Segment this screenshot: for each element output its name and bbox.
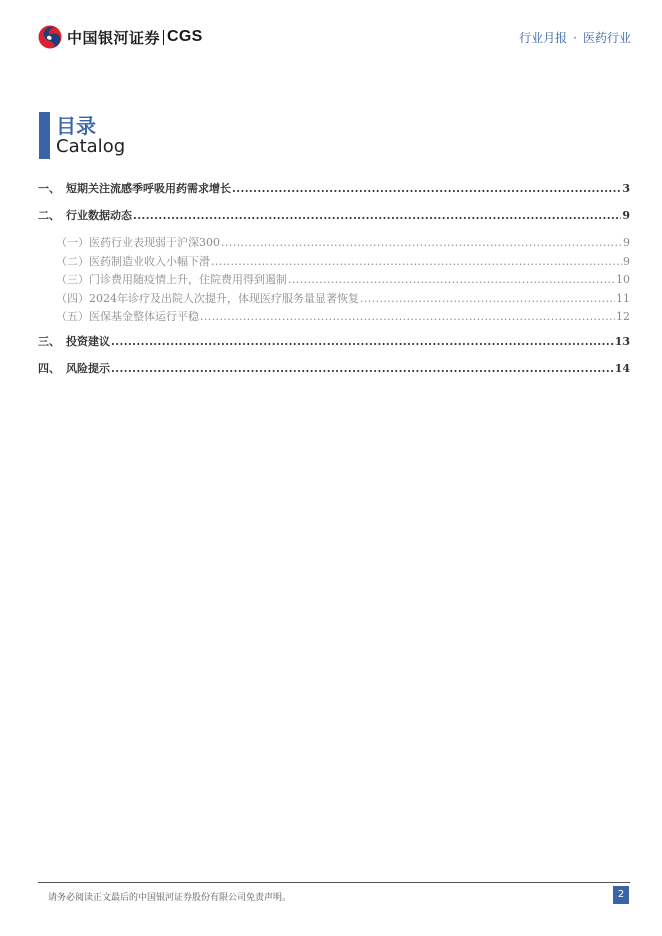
toc-entry-number: 三、 (38, 335, 60, 348)
report-type: 行业月报 (519, 31, 568, 45)
toc-subentry-page: 10 (616, 273, 630, 286)
toc-leader-dots (133, 209, 621, 222)
cgs-logo-icon (38, 25, 62, 49)
toc-subentry-title: 门诊费用随疫情上升，住院费用得到遏制 (89, 273, 287, 286)
toc-subentry-number: （五） (56, 310, 89, 323)
header-separator: · (573, 30, 577, 45)
toc-subentry[interactable] (38, 290, 630, 306)
toc-leader-dots (111, 362, 614, 375)
toc-subentry-number: （一） (56, 236, 89, 249)
footer-divider (38, 882, 630, 883)
toc-entry-page: 9 (622, 209, 630, 222)
toc-subentry-number: （四） (56, 291, 89, 305)
page-number: 2 (613, 886, 629, 904)
toc-subentry-title: 医药行业表现弱于沪深300 (89, 236, 220, 249)
toc-subentry-page: 9 (623, 236, 630, 249)
toc-subentry-number: （三） (56, 273, 89, 286)
toc-leader-dots (360, 292, 615, 305)
toc-leader-dots (232, 182, 621, 195)
toc-entry-number: 二、 (38, 209, 60, 222)
toc-subentry[interactable] (38, 308, 630, 324)
toc-subentry-page: 11 (616, 291, 630, 305)
toc-title-chinese: 目录 (56, 114, 96, 138)
page-header (0, 0, 662, 60)
toc-leader-dots (288, 273, 615, 286)
toc-entry-title: 行业数据动态 (66, 209, 132, 222)
table-of-contents (38, 180, 630, 387)
industry-name: 医药行业 (582, 31, 631, 45)
toc-subentry-title: 2024年诊疗及出院人次提升，体现医疗服务量显著恢复 (89, 291, 359, 305)
toc-entry-page: 14 (614, 362, 630, 375)
toc-leader-dots (200, 310, 615, 323)
toc-subentry-page: 12 (616, 310, 630, 323)
toc-subentry-title: 医保基金整体运行平稳 (89, 310, 199, 323)
footer-disclaimer: 请务必阅读正文最后的中国银河证券股份有限公司免责声明。 (48, 893, 292, 903)
toc-leader-dots (211, 255, 622, 268)
toc-subentry-title: 医药制造业收入小幅下滑 (89, 254, 210, 268)
toc-entry-number: 四、 (38, 362, 60, 375)
toc-leader-dots (221, 236, 622, 249)
toc-entry-title: 风险提示 (66, 362, 110, 375)
toc-title-english: Catalog (56, 136, 126, 157)
logo-divider (163, 30, 164, 45)
title-accent-bar (39, 112, 50, 159)
toc-entry[interactable] (38, 360, 630, 380)
toc-entry-page: 3 (622, 182, 630, 195)
logo-english-name: CGS (167, 28, 203, 45)
toc-entry-number: 一、 (38, 182, 60, 195)
toc-subentry[interactable] (38, 271, 630, 287)
toc-entry[interactable] (38, 333, 630, 353)
toc-leader-dots (111, 335, 614, 348)
toc-subentry-number: （二） (56, 254, 89, 268)
toc-subentry[interactable] (38, 234, 630, 250)
toc-subentry[interactable] (38, 253, 630, 269)
toc-entry[interactable] (38, 180, 630, 200)
company-logo (38, 25, 203, 49)
toc-entry-page: 13 (614, 335, 630, 348)
toc-subentry-page: 9 (623, 254, 630, 268)
logo-chinese-name: 中国银河证券 (67, 28, 161, 47)
toc-entry[interactable] (38, 207, 630, 227)
report-category (519, 29, 631, 46)
toc-entry-title: 短期关注流感季呼吸用药需求增长 (66, 182, 231, 195)
toc-entry-title: 投资建议 (66, 335, 110, 348)
